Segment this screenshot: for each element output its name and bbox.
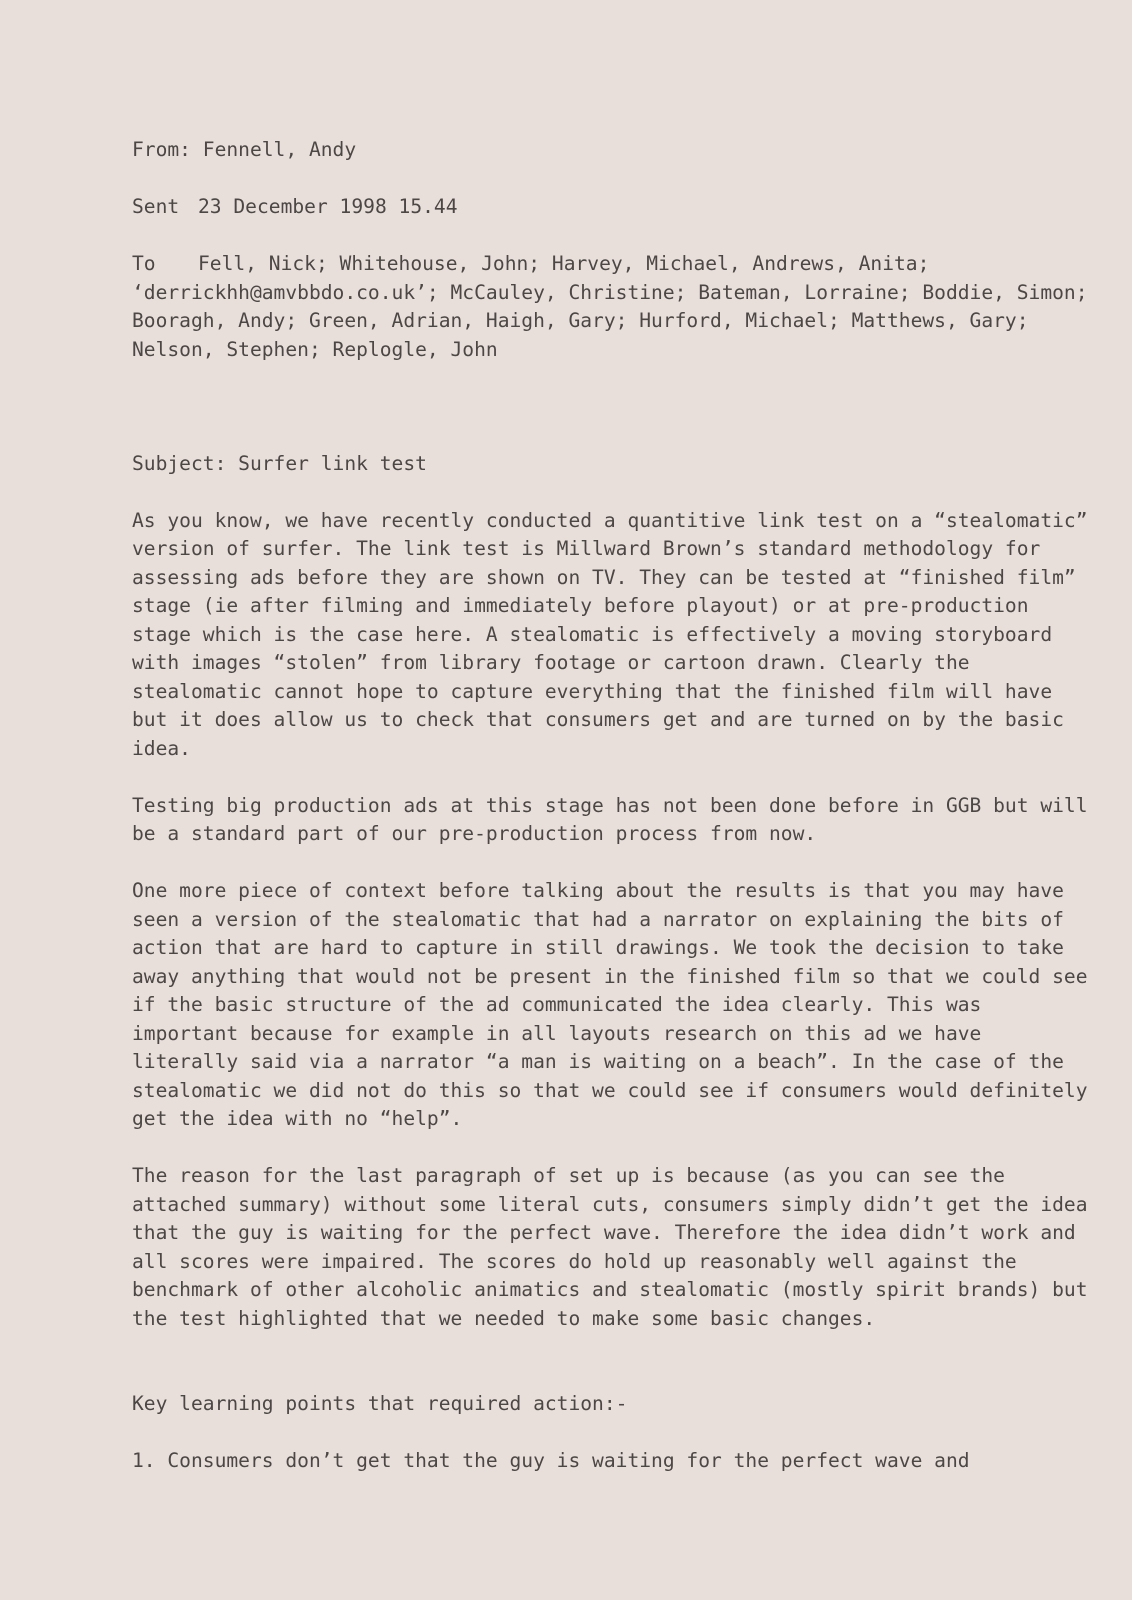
from-value: Fennell, Andy [202, 138, 357, 161]
to-recipients-line: Nelson, Stephen; Replogle, John [132, 337, 498, 361]
sent-line [132, 193, 1032, 222]
text-line: action that are hard to capture in still drawings. We took the decision to take [132, 936, 1064, 959]
to-block [132, 250, 1088, 364]
text-line: seen a version of the stealomatic that had a narrator on explaining the bits of [132, 907, 1064, 931]
text-line: with images “stolen” from library footage or cartoon drawn. Clearly the [132, 651, 970, 674]
key-learning-heading: Key learning points that required action:- [132, 1392, 628, 1415]
text-line: attached summary) without some literal cuts, consumers simply didn’t get the idea [132, 1192, 1088, 1216]
text-line: stage (ie after filming and immediately before playout) or at pre-production [132, 594, 1029, 617]
text-line: the test highlighted that we needed to make some basic changes. [132, 1306, 876, 1330]
text-line: assessing ads before they are shown on TV. They can be tested at “finished film” [132, 565, 1076, 589]
paragraph-intro [132, 507, 1088, 764]
from-line [132, 136, 1032, 165]
to-line [132, 250, 1032, 279]
paragraph-testing [132, 792, 1088, 849]
text-line: be a standard part of our pre-production process from now. [132, 822, 817, 845]
subject-value: Surfer link test [238, 451, 427, 475]
to-recipients-line: Booragh, Andy; Green, Adrian, Haigh, Gary; Hurford, Michael; Matthews, Gary; [132, 309, 1029, 332]
text-line: literally said via a narrator “a man is waiting on a beach”. In the case of the [132, 1050, 1064, 1073]
text-line: stealomatic cannot hope to capture everything that the finished film will have [132, 679, 1053, 703]
text-line: that the guy is waiting for the perfect wave. Therefore the idea didn’t work and [132, 1221, 1076, 1244]
text-line: but it does allow us to check that consumers get and are turned on by the basic [132, 708, 1064, 731]
text-line: important because for example in all layouts research on this ad we have [132, 1021, 982, 1045]
text-line: idea. [132, 736, 191, 760]
from-label: From: [132, 138, 191, 161]
text-line: Testing big production ads at this stage has not been done before in GGB but will [132, 793, 1088, 817]
paragraph-context [132, 877, 1088, 1134]
text-line: if the basic structure of the ad communicated the idea clearly. This was [132, 993, 982, 1016]
text-line: As you know, we have recently conducted a quantitive link test on a “stealomatic” [132, 508, 1088, 532]
subject-label: Subject: [132, 451, 227, 475]
text-line: away anything that would not be present in the finished film so that we could see [132, 964, 1088, 988]
text-line: The reason for the last paragraph of set up is because (as you can see the [132, 1164, 1005, 1187]
learning-point-1: 1. Consumers don’t get that the guy is waiting for the perfect wave and [132, 1449, 970, 1472]
subject-line [132, 450, 1032, 479]
to-recipients-line: ‘derrickhh@amvbbdo.co.uk’; McCauley, Christine; Bateman, Lorraine; Boddie, Simon; [132, 280, 1088, 304]
text-line: stage which is the case here. A stealomatic is effectively a moving storyboard [132, 622, 1053, 646]
text-line: version of surfer. The link test is Millward Brown’s standard methodology for [132, 537, 1041, 560]
to-recipients-line: Fell, Nick; Whitehouse, John; Harvey, Michael, Andrews, Anita; [198, 252, 930, 275]
text-line: stealomatic we did not do this so that we could see if consumers would definitely [132, 1078, 1088, 1102]
sent-label: Sent [132, 195, 180, 218]
text-line: One more piece of context before talking about the results is that you may have [132, 879, 1064, 902]
paragraph-reason [132, 1162, 1088, 1333]
text-line: all scores were impaired. The scores do hold up reasonably well against the [132, 1249, 1017, 1273]
text-line: benchmark of other alcoholic animatics and stealomatic (mostly spirit brands) but [132, 1278, 1088, 1301]
text-line: get the idea with no “help”. [132, 1107, 463, 1130]
email-document [132, 136, 1088, 1476]
to-label: To [132, 252, 156, 275]
sent-value: 23 December 1998 15.44 [198, 195, 458, 218]
